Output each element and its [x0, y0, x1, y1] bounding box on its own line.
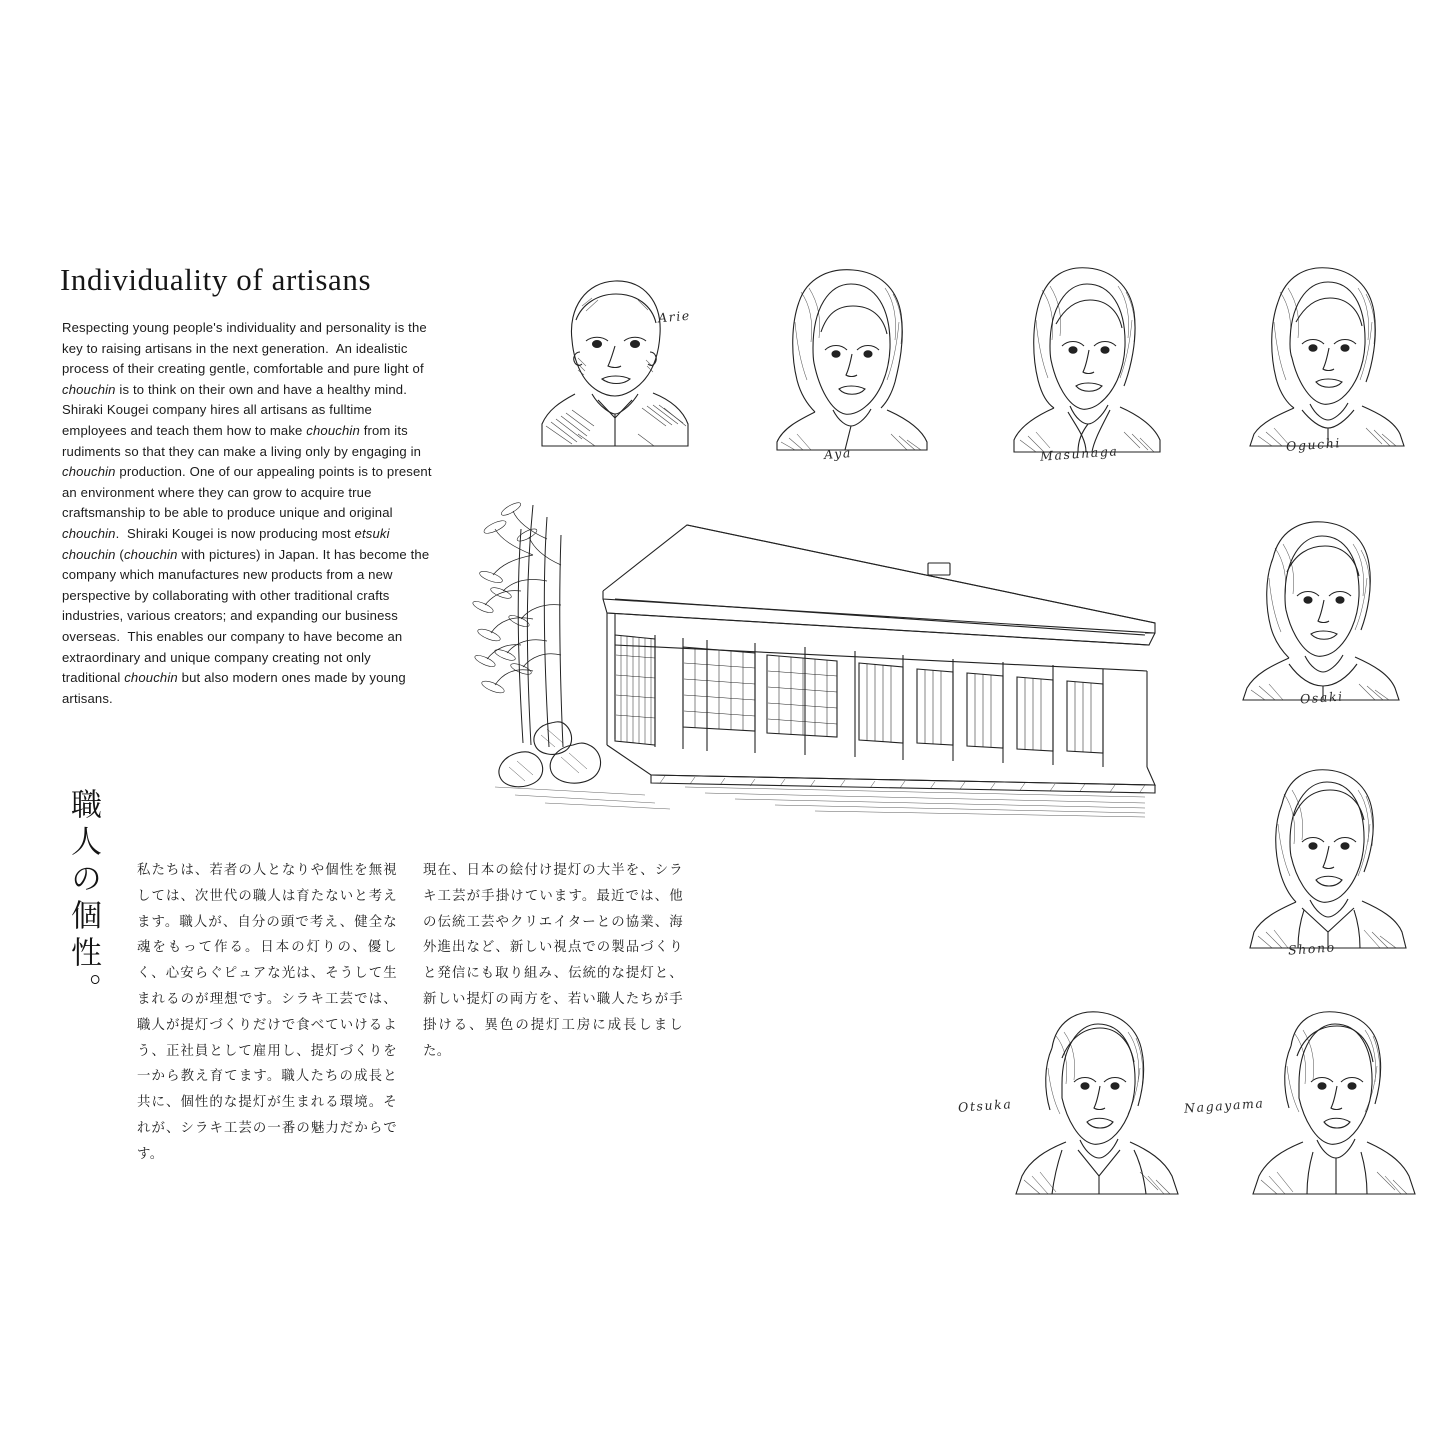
- portrait-caption-otsuka: Otsuka: [957, 1096, 1013, 1115]
- portrait-oguchi: [1232, 258, 1422, 448]
- page-title: Individuality of artisans: [60, 262, 372, 297]
- portrait-arie: [520, 248, 710, 448]
- portrait-caption-arie: Arie: [657, 307, 692, 326]
- portrait-nagayama: [1237, 1000, 1427, 1195]
- portrait-aya: [755, 262, 945, 452]
- japanese-body-column-1: 私たちは、若者の人となりや個性を無視しては、次世代の職人は育たないと考えます。職人が、自分の頭で考え、健全な魂をもって作る。日本の灯りの、優しく、心安らぐピュアな光は、そうして生まれるのが理想です。シラキ工芸では、職人が提灯づくりだけで食べていけるよう、正社員として雇用し、提灯づくりを一から教え育てます。職人たちの成長と共に、個性的な提灯が生まれる環境。それが、シラキ工芸の一番の魅力だからです。: [137, 863, 397, 1162]
- japanese-vertical-heading: 職人の個性。: [65, 788, 101, 1010]
- japanese-body-column-2: 現在、日本の絵付け提灯の大半を、シラキ工芸が手掛けています。最近では、他の伝統工芸やクリエイターとの協業、海外進出など、新しい視点での製品づくりと発信にも取り組み、伝統的な提灯と、新しい提灯の両方を、若い職人たちが手掛ける、異色の提灯工房に成長しました。: [423, 863, 683, 1059]
- portrait-caption-shono: Shono: [1287, 939, 1337, 958]
- portrait-caption-masunaga: Masunaga: [1039, 443, 1119, 464]
- workshop-building-illustration: [455, 495, 1185, 830]
- english-body-text: Respecting young people's individuality and personality is the key to raising artisans in the next generation. An idealistic process of their creating gentle, comfortable and pure light of chouchin is to think on their own and have a healthy mind. Shiraki Kougei company hires all artisans as fulltime employees and teach them how to make chouchin from its rudiments so that they can make a living only by engaging in chouchin production. One of our appealing points is to present an environment where they can grow to acquire true craftsmanship to be able to produce unique and original chouchin. Shiraki Kougei is now producing most etsuki chouchin (chouchin with pictures) in Japan. It has become the company which manufactures new products from a new perspective by collaborating with other traditional crafts industries, various creators; and expanding our business overseas. This enables our company to have become an extraordinary and unique company creating not only traditional chouchin but also modern ones made by young artisans.: [62, 320, 432, 706]
- portrait-otsuka: [1000, 1000, 1190, 1195]
- portrait-osaki: [1225, 512, 1415, 702]
- portrait-masunaga: [990, 258, 1180, 453]
- portrait-caption-oguchi: Oguchi: [1285, 435, 1342, 454]
- portrait-shono: [1230, 760, 1420, 950]
- portrait-caption-aya: Aya: [823, 445, 853, 462]
- portrait-caption-nagayama: Nagayama: [1183, 1095, 1265, 1116]
- portrait-caption-osaki: Osaki: [1299, 688, 1345, 707]
